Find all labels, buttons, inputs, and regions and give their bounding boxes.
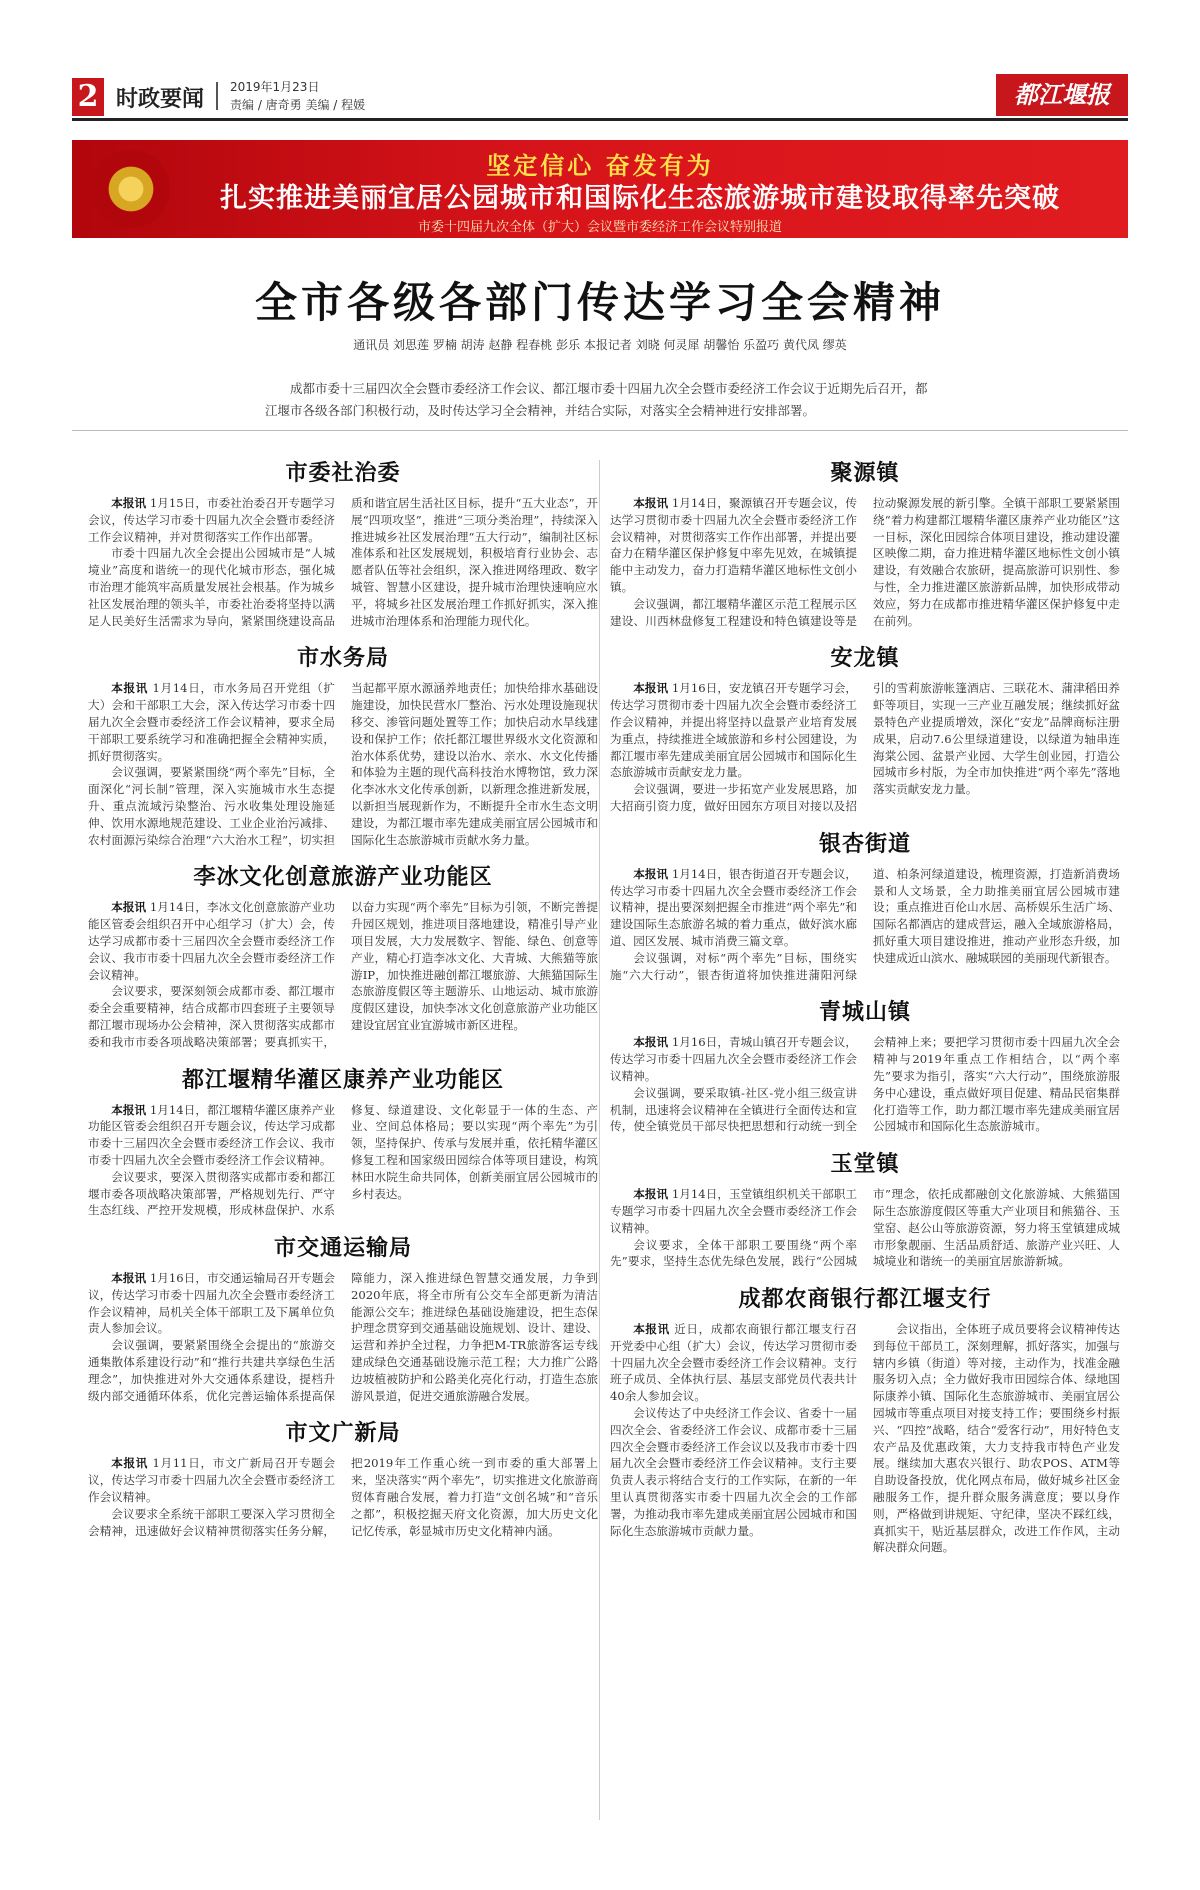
article-paragraph: [610, 680, 857, 781]
dateline: 本报讯: [111, 1102, 147, 1117]
article-body: [88, 899, 598, 1050]
banner-subtitle: 市委十四届九次全体（扩大）会议暨市委经济工作会议特别报道: [417, 220, 782, 235]
paragraph-text: 1月14日，都江堰精华灌区康养产业功能区管委会组织召开专题会议，传达学习成都市委十三届四次全会暨市委经济工作会议、我市市委十四届九次全会暨市委经济工作会议精神。: [88, 1102, 335, 1167]
article-paragraph: [88, 899, 335, 983]
left-column: [88, 450, 598, 1551]
article-body: [88, 1102, 598, 1220]
paragraph-text: 会议指出，全体班子成员要将会议精神传达到每位干部员工，深刻理解，抓好落实，加强与辖内乡镇（街道）等对接，主动作为，找准金融服务切入点；全力做好我市田园综合体、绿地国际康养小镇、国际化生态旅游城市、美丽宜居公园城市等重点项目对接支持工作；要围绕乡村振兴、“四控”战略，结合“爱客行动”，用好特色支农产品及优惠政策，大力支持我市特色产业发展。继续加大惠农兴银行、助农POS、ATM等自助设备投放，优化网点布局，做好城乡社区金融服务工作，提升群众服务满意度；要以身作则，严格做到讲规矩、守纪律，坚决不踩红线，真抓实干，贴近基层群众，改进工作作风，主动解决群众问题。: [873, 1322, 1120, 1555]
article-title: 银杏街道: [818, 830, 911, 857]
article-paragraph: [610, 1186, 857, 1236]
article-body: [610, 1186, 1120, 1270]
article-paragraph: [88, 1102, 335, 1169]
paragraph-text: 会议要求，全体干部职工要围绕“两个率先”要求，坚持生态优先绿色发展，践行“公园城市”理念，依托成都融创文化旅游城、大熊猫国际生态旅游度假区等重大产业项目和熊猫谷、玉堂窑、赵公山等旅游资源，努力将玉堂镇建成城市形象靓丽、生活品质舒适、旅游产业兴旺、人城境业和谐统一的美丽宜居旅游新城。: [610, 1187, 1120, 1269]
article-paragraph: [610, 495, 857, 596]
paragraph-text: 市委十四届九次全会提出公园城市是“人城境业”高度和谐统一的现代化城市形态，强化城市治理才能筑牢高质量发展社会根基。作为城乡社区发展治理的领头羊，市委社治委将坚持以满足人民美好生活需求为导向，紧紧围绕建设高品质和谐宜居生活社区目标，提升“五大业态”，开展“四项攻坚”，推进“三项分类治理”，持续深入推进城乡社区发展治理“五大行动”，编制社区标准体系和社区发展规划，积极培育行业协会、志愿者队伍等社会组织，深入推进网络理政、数字城管、智慧小区建设，提升城市治理快速响应水平，将城乡社区发展治理工作抓好抓实，深入推进城市治理体系和治理能力现代化。: [88, 496, 598, 628]
article: [610, 1147, 1120, 1270]
article: [88, 456, 598, 629]
issue-date: 2019年1月23日: [230, 80, 320, 94]
article-title: 聚源镇: [830, 460, 900, 486]
paragraph-text: 1月16日，市交通运输局召开专题会议，传达学习市委十四届九次全会暨市委经济工作会议精神，局机关全体干部职工及下属单位负责人参加会议。: [88, 1271, 335, 1336]
article-body: [610, 1034, 1120, 1135]
article-body: [88, 495, 598, 629]
article-title: 市文广新局: [285, 1420, 401, 1447]
paragraph-text: 1月14日，玉堂镇组织机关干部职工专题学习市委十四届九次全会暨市委经济工作会议精神。: [610, 1187, 857, 1235]
paragraph-text: 1月16日，青城山镇召开专题会议，传达学习市委十四届九次全会暨市委经济工作会议精神。: [610, 1035, 857, 1083]
page-number: 2: [72, 78, 104, 116]
article-body: [610, 495, 1120, 629]
article-title: 李冰文化创意旅游产业功能区: [193, 864, 493, 891]
page-headline: 全市各级各部门传达学习全会精神: [254, 278, 945, 327]
paragraph-text: 1月14日，市水务局召开党组（扩大）会和干部职工大会，深入传达学习市委十四届九次全会暨市委经济工作会议精神，要求全局干部职工要系统学习和准确把握全会精神实质，抓好贯彻落实。: [88, 681, 335, 763]
paragraph-text: 会议强调，要采取镇-社区-党小组三级宣讲机制，迅速将会议精神在全镇进行全面传达和宣传，使全镇党员干部尽快把思想和行动统一到全会精神上来；要把学习贯彻市委十四届九次全会精神与2019年重点工作相结合，以“两个率先”要求为指引，落实“六大行动”，围绕旅游服务中心建设，重点做好项目促建、精品民宿集群化打造等工作，助力都江堰市率先建成美丽宜居公园城市和国际化生态旅游城市。: [610, 1035, 1120, 1134]
paragraph-text: 1月15日，市委社治委召开专题学习会议，传达学习市委十四届九次全会暨市委经济工作会议精神，并对贯彻落实工作作出部署。: [88, 496, 335, 544]
paragraph-text: 会议强调，要进一步拓宽产业发展思路，加大招商引资力度，做好田园东方项目对接以及招引的雪莉旅游帐篷酒店、三联花木、蒲津稻田养虾等项目，实现一三产业互融发展；继续抓好盆景特色产业提质增效，深化“安龙”品牌商标注册成果，启动7.6公里绿道建设，以绿道为轴串连海棠公园、盆景产业园、大学生创业园，打造公园城市乡村版，为全市加快推进“两个率先”落地落实贡献安龙力量。: [610, 681, 1120, 813]
article: [610, 995, 1120, 1135]
paragraph-text: 1月14日，李冰文化创意旅游产业功能区管委会组织召开中心组学习（扩大）会，传达学习成都市委十三届四次全会暨市委经济工作会议、我市市委十四届九次全会暨市委经济工作会议精神。: [88, 900, 335, 982]
dateline: 本报讯: [633, 496, 669, 510]
article: [88, 1063, 598, 1220]
divider: [216, 82, 218, 110]
paragraph-text: 近日，成都农商银行都江堰支行召开党委中心组（扩大）会议，传达学习贯彻市委十四届九次全会暨市委经济工作会议精神。支行班子成员、全体执行层、基层支部党员代表共计40余人参加会议。: [610, 1322, 857, 1404]
banner-tagline: 坚定信心 奋发有为: [486, 152, 714, 180]
article-body: [610, 1321, 1120, 1556]
special-report-banner: [72, 140, 1128, 238]
paragraph-text: 会议强调，都江堰精华灌区示范工程展示区建设、川西林盘修复工程建设和特色镇建设等是拉动聚源发展的新引擎。全镇干部职工要紧紧围绕“着力构建都江堰精华灌区康养产业功能区”这一目标，深化田园综合体项目建设，推动建设灌区映像二期，奋力推进精华灌区地标性文创小镇建设，有效融合农旅研，提高旅游可识别性、参与性，全力推进灌区旅游新品牌，加快形成带动效应，努力在成都市推进精华灌区保护修复中走在前列。: [610, 496, 1120, 628]
article-paragraph: [88, 1455, 335, 1505]
article-title: 成都农商银行都江堰支行: [738, 1286, 992, 1313]
paragraph-text: 1月14日，聚源镇召开专题会议，传达学习贯彻市委十四届九次全会暨市委经济工作会议精神，对贯彻落实工作作出部署，并提出要奋力在精华灌区保护修复中率先见效，在城镇提能中主动发力，奋力打造精华灌区地标性文创小镇。: [610, 496, 857, 594]
article: [88, 1416, 598, 1539]
paragraph-text: 会议传达了中央经济工作会议、省委十一届四次全会、省委经济工作会议、成都市委十三届四次全会暨市委经济工作会议以及我市市委十四届九次全会暨市委经济工作会议精神。支行主要负责人表示将结合支行的工作实际，在新的一年里认真贯彻落实市委十四届九次全会的工作部署，为推动我市率先建成美丽宜居公园城市和国际化生态旅游城市贡献力量。: [610, 1406, 857, 1538]
newspaper-logo: 都江堰报: [996, 74, 1128, 116]
article: [88, 860, 598, 1050]
article-paragraph: [88, 680, 335, 764]
article-title: 玉堂镇: [830, 1151, 900, 1178]
article-body: [88, 1455, 598, 1539]
dateline: 本报讯: [633, 681, 669, 696]
paragraph-text: 会议要求全系统干部职工要深入学习贯彻全会精神，迅速做好会议精神贯彻落实任务分解，把2019年工作重心统一到市委的重大部署上来，坚决落实“两个率先”，切实推进文化旅游商贸体育融合发展，着力打造“文创名城”和“音乐之都”，积极挖掘天府文化资源，加大历史文化记忆传承，彰显城市历史文化精神内涵。: [88, 1456, 598, 1538]
article-paragraph: [873, 1321, 1120, 1556]
lead-paragraph: 成都市委十三届四次全会暨市委经济工作会议、都江堰市委十四届九次全会暨市委经济工作会议于近期先后召开，都江堰市各级各部门积极行动，及时传达学习全会精神，并结合实际，对落实全会精神进行安排部署。: [265, 381, 928, 418]
article-title: 市委社治委: [285, 460, 401, 486]
article-paragraph: [610, 1321, 857, 1405]
paragraph-text: 1月16日，安龙镇召开专题学习会，传达学习贯彻市委十四届九次全会暨市委经济工作会议精神，并提出将坚持以盘景产业培育发展为重点，持续推进全域旅游和乡村公园建设，为都江堰市率先建成美丽宜居公园城市和国际化生态旅游城市贡献安龙力量。: [610, 681, 857, 780]
article: [610, 1282, 1120, 1556]
banner-main-title: 扎实推进美丽宜居公园城市和国际化生态旅游城市建设取得率先突破: [220, 183, 1060, 214]
article-title: 青城山镇: [818, 999, 911, 1026]
paragraph-text: 1月14日，银杏街道召开专题会议，传达学习市委十四届九次全会暨市委经济工作会议精神，提出要深刻把握全市推进“两个率先”和建设国际生态旅游名城的着力重点，做好滨水廊道、园区发展、城市消费三篇文章。: [610, 866, 857, 948]
article: [88, 641, 598, 848]
article-body: [88, 1270, 598, 1404]
paragraph-text: 会议强调，要紧紧围绕全会提出的“旅游交通集散体系建设行动”和“推行共建共享绿色生活理念”，加快推进对外大交通体系建设，提档升级内部交通循环体系，优化完善运输体系提高保障能力，深入推进绿色智慧交通发展，力争到2020年底，将全市所有公交车全部更新为清洁能源公交车；推进绿色基础设施建设，把生态保护理念贯穿到交通基础设施规划、设计、建设、运营和养护全过程，力争把M-TR旅游客运专线建成绿色交通基础设施示范工程；大力推广公路边坡植被防护和公路美化亮化行动，打造生态旅游风景道，促进交通旅游融合发展。: [88, 1271, 598, 1403]
dateline: 本报讯: [633, 1035, 669, 1050]
editors: 责编 / 唐奇勇 美编 / 程媛: [230, 98, 366, 112]
section-title: 时政要闻: [116, 87, 205, 112]
divider: [72, 430, 1128, 431]
dateline: 本报讯: [633, 1187, 669, 1202]
masthead: [72, 74, 1128, 121]
paragraph-text: 1月11日，市文广新局召开专题会议，传达学习市委十四届九次全会暨市委经济工作会议精神。: [88, 1456, 335, 1505]
article: [610, 827, 1120, 984]
article-paragraph: [88, 1270, 335, 1337]
article-paragraph: [610, 1034, 857, 1084]
byline: 通讯员 刘思莲 罗楠 胡涛 赵静 程春桃 彭乐 本报记者 刘晓 何灵犀 胡馨怡 乐盈巧 黄代凤 缪英: [353, 338, 847, 352]
dateline: 本报讯: [111, 1456, 149, 1471]
article-title: 安龙镇: [830, 645, 900, 672]
dateline: 本报讯: [111, 1271, 147, 1286]
dateline: 本报讯: [633, 866, 669, 881]
article-title: 都江堰精华灌区康养产业功能区: [181, 1066, 504, 1093]
article-body: [610, 866, 1120, 984]
paragraph-text: 会议强调，对标“两个率先”目标，围绕实施“六大行动”，银杏街道将加快推进蒲阳河绿道、柏条河绿道建设，梳理资源，打造新消费场景和人文场景，全力助推美丽宜居公园城市建设；重点推进百伦山水居、高桥娱乐生活广场、国际名都酒店的建成营运，融入全域旅游格局，抓好重大项目建设推进，推动产业形态升级，加快建成近山滨水、融城联园的美丽现代新银杏。: [610, 866, 1120, 982]
article-title: 市交通运输局: [273, 1235, 412, 1262]
article-paragraph: [88, 495, 335, 545]
article-body: [610, 680, 1120, 814]
column-divider: [599, 460, 600, 1820]
dateline: 本报讯: [633, 1322, 670, 1337]
paragraph-text: 会议要求，要深刻领会成都市委、都江堰市委全会重要精神，结合成都市四套班子主要领导都江堰市现场办公会精神，深入贯彻落实成都市委和我市市委各项战略决策部署；要真抓实干，以奋力实现“两个率先”目标为引领，不断完善提升园区规划，推进项目落地建设，精准引导产业项目发展，大力发展数字、智能、绿色、创意等产业，精心打造李冰文化、大青城、大熊猫等旅游IP，加快推进融创都江堰旅游、大熊猫国际生态旅游度假区等主题游乐、山地运动、城市旅游度假区建设，加快李冰文化创意旅游产业功能区建设宜居宜业宜游城市新区进程。: [88, 900, 598, 1049]
dateline: 本报讯: [111, 681, 149, 696]
article-body: [88, 680, 598, 848]
article-title: 市水务局: [296, 645, 389, 672]
paragraph-text: 会议强调，要紧紧围绕“两个率先”目标，全面深化“河长制”管理，深入实施城市水生态提升、重点流域污染整治、污水收集处理设施延伸、饮用水源地规范建设、工业企业治污减排、农村面源污染综合治理“六大治水工程”，切实担当起都平原水源涵养地责任；加快给排水基础设施建设，加快民营水厂整治、污水处理设施现状移交、渗管问题处置等工作；加快启动水旱线建设和保护工作；依托都江堰世界级水文化资源和治水体系优势，建设以治水、亲水、水文化传播和体验为主题的现代高科技治水博物馆，致力深化李冰水文化传承创新，以新理念推进新发展，以新担当展现新作为，不断提升全市水生态文明建设，为都江堰市率先建成美丽宜居公园城市和国际化生态旅游城市贡献水务力量。: [88, 681, 598, 847]
dateline: 本报讯: [111, 496, 147, 510]
article: [88, 1231, 598, 1404]
article: [610, 641, 1120, 814]
paragraph-text: 会议要求，要深入贯彻落实成都市委和都江堰市委各项战略决策部署，严格规划先行、严守生态红线、严控开发规模，形成林盘保护、水系修复、绿道建设、文化彰显于一体的生态、产业、空间总体格局；要以实现“两个率先”为引领，坚持保护、传承与发展并重，依托精华灌区修复工程和国家级田园综合体等项目建设，构筑林田水院生命共同体，创新美丽宜居公园城市的乡村表达。: [88, 1102, 598, 1218]
right-column: [610, 450, 1120, 1568]
article-paragraph: [610, 1405, 857, 1539]
article: [610, 456, 1120, 629]
dateline: 本报讯: [111, 900, 147, 915]
article-paragraph: [610, 866, 857, 950]
